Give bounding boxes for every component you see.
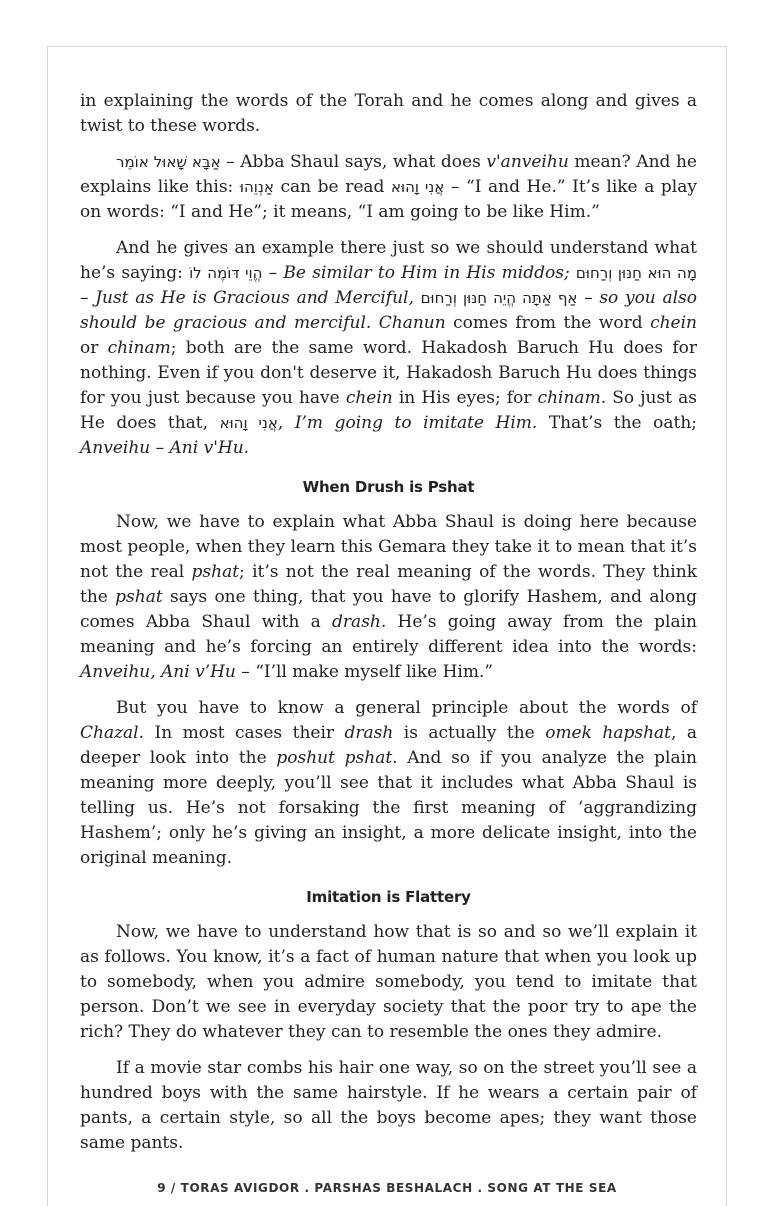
text: can be read	[273, 177, 391, 197]
text: ; it’s not the real meaning of the words. They think the	[80, 562, 697, 607]
text: So just as He does that,	[80, 388, 697, 433]
book-page	[47, 46, 727, 1206]
text: That’s the oath;	[537, 413, 698, 433]
text: , a deeper look into the	[80, 723, 697, 768]
hebrew-text: אַנְוֵהוּ	[239, 178, 274, 196]
text: or	[80, 338, 108, 358]
italic-text: omek hapshat	[545, 723, 671, 743]
hebrew-text: אַף אַתָּה הֱיֵה חַנּוּן וְרַחוּם	[420, 289, 578, 307]
text: mean? And he explains like this:	[80, 152, 697, 197]
italic-text: poshut pshat	[276, 748, 393, 768]
italic-text: Anveihu, Ani v’Hu	[80, 662, 236, 682]
text: Now, we have to explain what Abba Shaul is doing here because most people, when they learn this Gemara they take it to mean that it’s not the real	[80, 512, 697, 582]
text: ,	[277, 413, 295, 433]
italic-text: v'anveihu	[486, 152, 569, 172]
paragraph-4	[80, 510, 697, 685]
paragraph-3	[80, 236, 697, 461]
paragraph-7	[80, 1056, 697, 1156]
hebrew-text: אֲנִי וָהוּא	[391, 178, 445, 196]
text: in explaining the words of the Torah and he comes along and gives a twist to these words.	[80, 91, 697, 136]
italic-text: Anveihu – Ani v'Hu.	[80, 438, 250, 458]
italic-text: chein	[345, 388, 393, 408]
text: in His eyes; for	[392, 388, 538, 408]
paragraph-5	[80, 696, 697, 871]
text: ; both are the same word. Hakadosh Baruch Hu does for nothing. Even if you don't deserve it, Hakadosh Baruch Hu does things for you just because you have	[80, 338, 697, 408]
text: If a movie star combs his hair one way, so on the street you’ll see a hundred boys with the same hairstyle. If he wears a certain pair of pants, a certain style, so all the boys become apes; they want those same pants.	[80, 1058, 697, 1153]
text: In most cases their	[144, 723, 345, 743]
page-footer: 9 / TORAS AVIGDOR . PARSHAS BESHALACH . SONG AT THE SEA	[157, 1181, 617, 1195]
text: – “I and He.” It’s like a play on words: “I and He”; it means, “I am going to be like Him.”	[80, 177, 697, 222]
text: And he gives an example there just so we should understand what he’s saying:	[80, 238, 697, 283]
text: Now, we have to understand how that is so and so we’ll explain it as follows. You know, it’s a fact of human nature that when you look up to somebody, when you admire somebody, you tend to imitate that person. Don’t we see in everyday society that the poor try to ape the rich? They do whatever they can to resemble the ones they admire.	[80, 922, 697, 1042]
text: He’s going away from the plain meaning and he’s forcing an entirely different idea into the words:	[80, 612, 697, 657]
italic-text: chinam	[107, 338, 171, 358]
italic-text: drash	[344, 723, 394, 743]
italic-text: chinam.	[537, 388, 607, 408]
italic-text: chein	[650, 313, 697, 333]
italic-text: Chazal.	[80, 723, 145, 743]
text: But you have to know a general principle about the words of	[116, 698, 697, 718]
page-body	[80, 89, 697, 1167]
hebrew-text: הֱוֵי דּוֹמֶה לוֹ	[189, 264, 263, 282]
italic-text: pshat	[115, 587, 163, 607]
text: says one thing, that you have to glorify Hashem, and along comes Abba Shaul with a	[80, 587, 697, 632]
paragraph-1	[80, 89, 697, 139]
text: – “I’ll make myself like Him.”	[235, 662, 494, 682]
paragraph-6	[80, 920, 697, 1045]
text: comes from the word	[445, 313, 651, 333]
italic-text: Chanun	[378, 313, 446, 333]
hebrew-text: אַבָּא שָׁאוּל אוֹמֵר	[116, 153, 221, 171]
text: is actually the	[393, 723, 546, 743]
italic-text: – Be similar to Him in His middos;	[262, 263, 576, 283]
italic-text: drash.	[332, 612, 387, 632]
italic-text: – Just as He is Gracious and Merciful,	[80, 288, 421, 308]
paragraph-2	[80, 150, 697, 225]
section-heading-imitation-is-flattery: Imitation is Flattery	[306, 888, 471, 906]
italic-text: I’m going to imitate Him.	[294, 413, 538, 433]
hebrew-text: מָה הוּא חַנּוּן וְרַחוּם	[575, 264, 698, 282]
section-heading-drush-is-pshat: When Drush is Pshat	[302, 478, 475, 496]
italic-text: – so you also should be gracious and merciful.	[80, 288, 697, 333]
hebrew-text: אֲנִי וָהוּא	[219, 414, 278, 432]
text: . And so if you analyze the plain meaning more deeply, you’ll see that it includes what Abba Shaul is telling us. He’s not forsaking the first meaning of ‘aggrandizing Hashem’; only he’s giving an insight, a more delicate insight, into the original meaning.	[80, 748, 697, 868]
text: – Abba Shaul says, what does	[220, 152, 487, 172]
italic-text: pshat	[191, 562, 240, 582]
